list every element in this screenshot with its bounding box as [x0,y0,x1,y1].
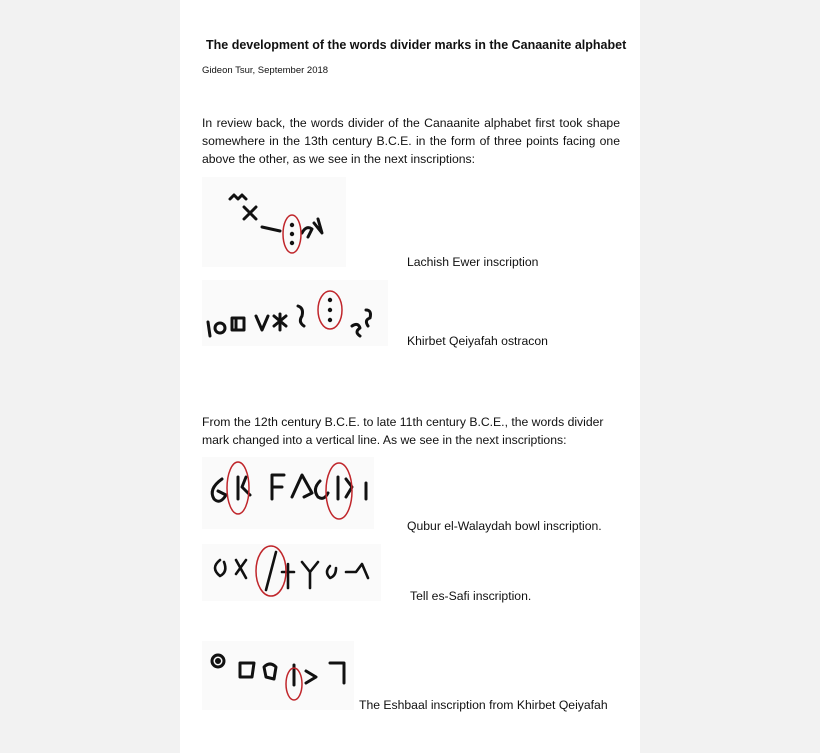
caption-eshbaal-inscription: The Eshbaal inscription from Khirbet Qeiyafah [359,698,608,712]
paragraph-intro: In review back, the words divider of the Canaanite alphabet first took shape somewhere in the 13th century B.C.E. in the form of three points facing one above the other, as we see in the next inscriptions: [202,116,620,166]
tell-es-safi-inscription-image [202,544,381,601]
eshbaal-inscription-image [202,641,354,710]
lachish-ewer-inscription-image [202,177,346,267]
figure-tell-es-safi [202,544,381,601]
figure-khirbet-qeiyafah-ostracon [202,280,388,346]
author-line: Gideon Tsur, September 2018 [202,65,329,76]
paragraph-vertical-line: From the 12th century B.C.E. to late 11th century B.C.E., the words divider mark changed into a vertical line. As we see in the next inscriptions: [202,415,604,447]
caption-lachish-ewer: Lachish Ewer inscription [407,255,539,269]
caption-khirbet-qeiyafah-ostracon: Khirbet Qeiyafah ostracon [407,334,548,348]
caption-qubur-el-walaydah-bowl: Qubur el-Walaydah bowl inscription. [407,519,602,533]
figure-lachish-ewer [202,177,346,267]
figure-eshbaal-inscription [202,641,354,710]
document-title: The development of the words divider marks in the Canaanite alphabet [206,38,627,52]
figure-qubur-el-walaydah-bowl [202,457,374,529]
khirbet-qeiyafah-ostracon-image [202,280,388,346]
qubur-el-walaydah-bowl-image [202,457,374,529]
caption-tell-es-safi: Tell es-Safi inscription. [410,589,532,603]
